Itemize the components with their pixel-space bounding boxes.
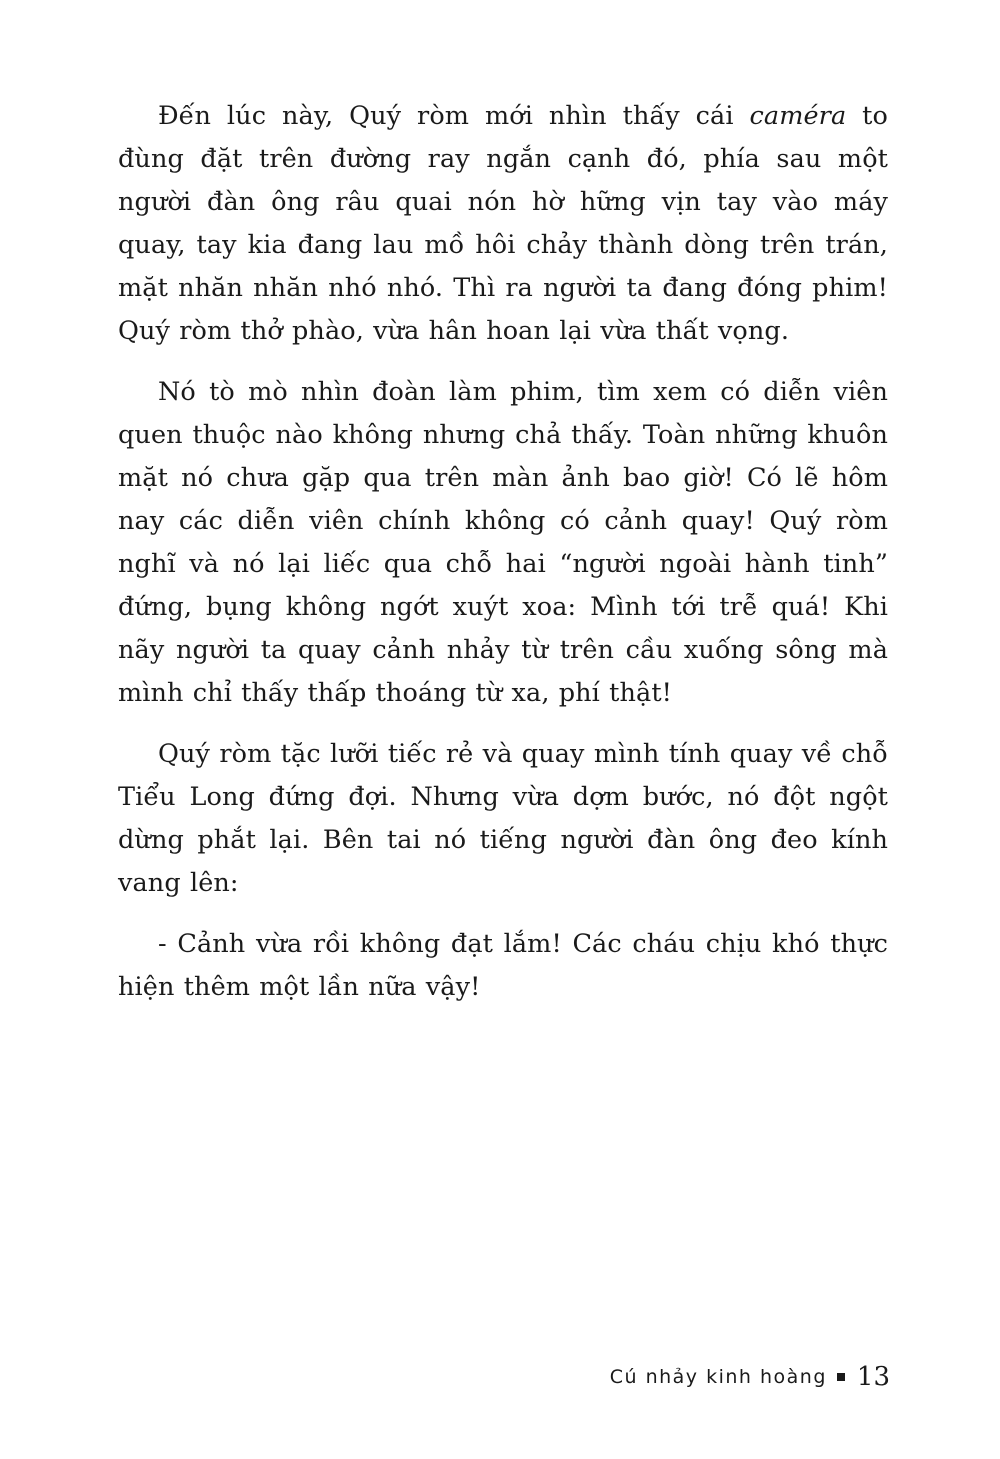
paragraph-4: - Cảnh vừa rồi không đạt lắm! Các cháu chịu khó thực hiện thêm một lần nữa vậy! [118, 929, 888, 1002]
paragraph-2: Nó tò mò nhìn đoàn làm phim, tìm xem có diễn viên quen thuộc nào không nhưng chả thấy. Toàn những khuôn mặt nó chưa gặp qua trên màn ảnh bao giờ! Có lẽ hôm nay các diễn viên chính không có cảnh quay! Quý ròm nghĩ và nó lại liếc qua chỗ hai “người ngoài hành tinh” đứng, bụng không ngớt xuýt xoa: Mình tới trễ quá! Khi nãy người ta quay cảnh nhảy từ trên cầu xuống sông mà mình chỉ thấy thấp thoáng từ xa, phí thật! [118, 377, 888, 708]
page-body [118, 95, 888, 1027]
square-bullet-icon [837, 1373, 845, 1381]
paragraph-3: Quý ròm tặc lưỡi tiếc rẻ và quay mình tính quay về chỗ Tiểu Long đứng đợi. Nhưng vừa dợm bước, nó đột ngột dừng phắt lại. Bên tai nó tiếng người đàn ông đeo kính vang lên: [118, 739, 888, 898]
paragraph-1-end: to đùng đặt trên đường ray ngắn cạnh đó, phía sau một người đàn ông râu quai nón hờ hững vịn tay vào máy quay, tay kia đang lau mồ hôi chảy thành dòng trên trán, mặt nhăn nhăn nhó nhó. Thì ra người ta đang đóng phim! Quý ròm thở phào, vừa hân hoan lại vừa thất vọng. [118, 101, 888, 346]
paragraph-1-italic-word: caméra [749, 101, 847, 131]
paragraph-1 [118, 95, 888, 353]
running-title: Cú nhảy kinh hoàng [609, 1366, 827, 1388]
page-number: 13 [856, 1362, 890, 1392]
page-footer [610, 1362, 890, 1392]
paragraph-1-start: Đến lúc này, Quý ròm mới nhìn thấy cái [158, 101, 750, 131]
